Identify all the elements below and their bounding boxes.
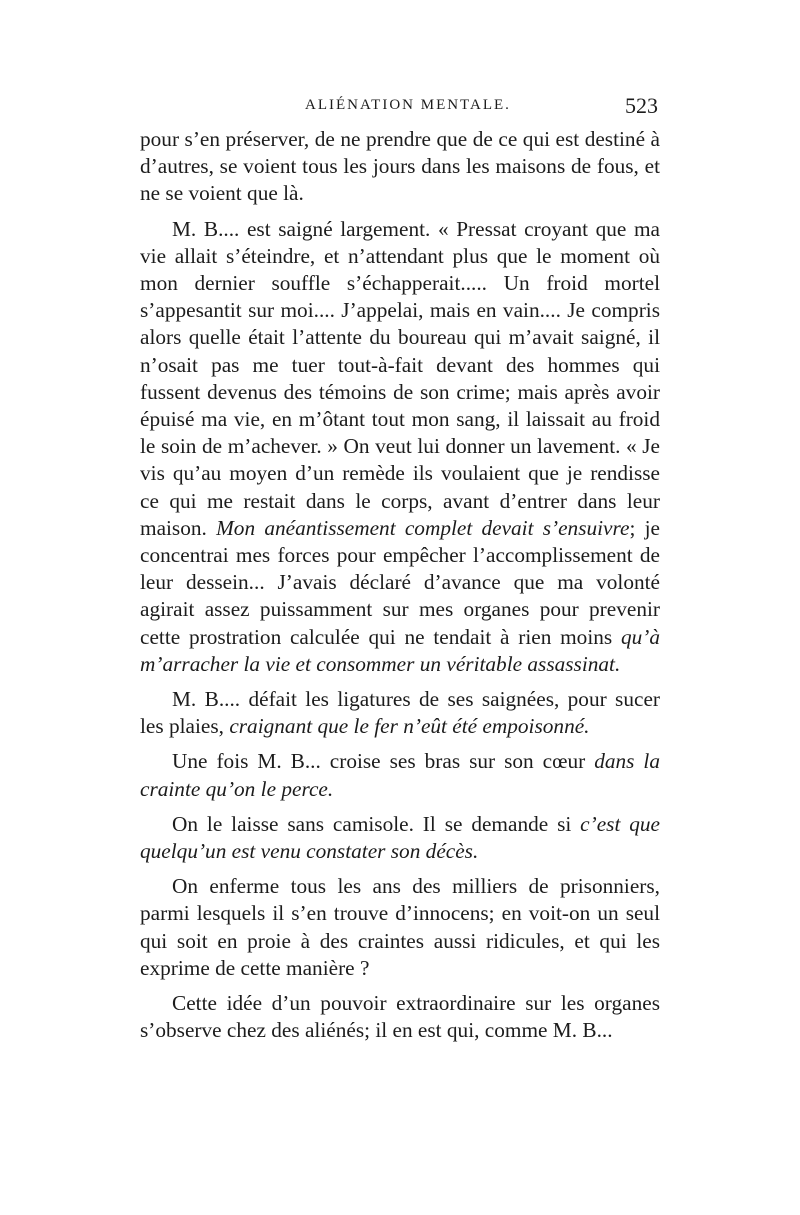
running-title: ALIÉNATION MENTALE. bbox=[305, 97, 511, 113]
text-run: Une fois M. B... croise ses bras sur son cœur bbox=[172, 749, 595, 774]
italic-run: qu’à m’arracher la vie et consommer un véritable assassinat. bbox=[140, 624, 660, 676]
text-run: M. B.... est saigné largement. « Pressat croyant que ma vie allait s’éteindre, et n’attendant plus que le moment où mon dernier souffle s’échapperait..... Un froid mortel s’appesantit sur moi.... J’appelai, mais en vain.... Je compris alors quelle était l’attente du boureau qui m’avait saigné, il n’osait pas me tuer tout-à-fait devant des hommes qui fussent devenus des témoins de son crime; mais après avoir épuisé ma vie, en m’ôtant tout mon sang, il laissait au froid le soin de m’achever. » On veut lui donner un lavement. « Je vis qu’au moyen d’un remède ils voulaient que je rendisse ce qui me restait dans le corps, avant d’entrer dans leur maison. bbox=[140, 216, 660, 540]
text-run: M. B.... défait les ligatures de ses saignées, pour sucer les plaies, bbox=[140, 687, 660, 739]
italic-run: dans la crainte qu’on le perce. bbox=[140, 749, 660, 801]
paragraph bbox=[140, 990, 660, 1044]
paragraph bbox=[140, 126, 660, 208]
page-number: 523 bbox=[625, 93, 658, 118]
paragraph bbox=[140, 873, 660, 982]
paragraph bbox=[140, 686, 660, 740]
text-run: ; je concentrai mes forces pour empêcher l’accomplissement de leur dessein... J’avais déclaré d’avance que ma volonté agirait assez puissamment sur mes organes pour prevenir cette prostration calculée qui ne tendait à rien moins bbox=[140, 515, 660, 649]
italic-run: Mon anéantissement complet devait s’ensuivre bbox=[216, 515, 630, 540]
text-run: Cette idée d’un pouvoir extraordinaire sur les organes s’observe chez des aliénés; il en est qui, comme M. B... bbox=[140, 991, 660, 1043]
paragraph bbox=[140, 748, 660, 802]
paragraph bbox=[140, 216, 660, 678]
italic-run: craignant que le fer n’eût été empoisonné. bbox=[229, 714, 590, 739]
text-run: pour s’en préserver, de ne prendre que de ce qui est destiné à d’autres, se voient tous les jours dans les maisons de fous, et ne se voient que là. bbox=[140, 127, 660, 206]
text-run: On enferme tous les ans des milliers de prisonniers, parmi lesquels il s’en trouve d’innocens; en voit-on un seul qui soit en proie à des craintes aussi ridicules, et qui les exprime de cette manière ? bbox=[140, 874, 660, 980]
text-run: On le laisse sans camisole. Il se demande si bbox=[172, 811, 581, 836]
paragraph bbox=[140, 811, 660, 865]
running-header bbox=[140, 93, 658, 123]
page-body bbox=[140, 126, 660, 1053]
italic-run: c’est que quelqu’un est venu constater son décès. bbox=[140, 811, 660, 864]
